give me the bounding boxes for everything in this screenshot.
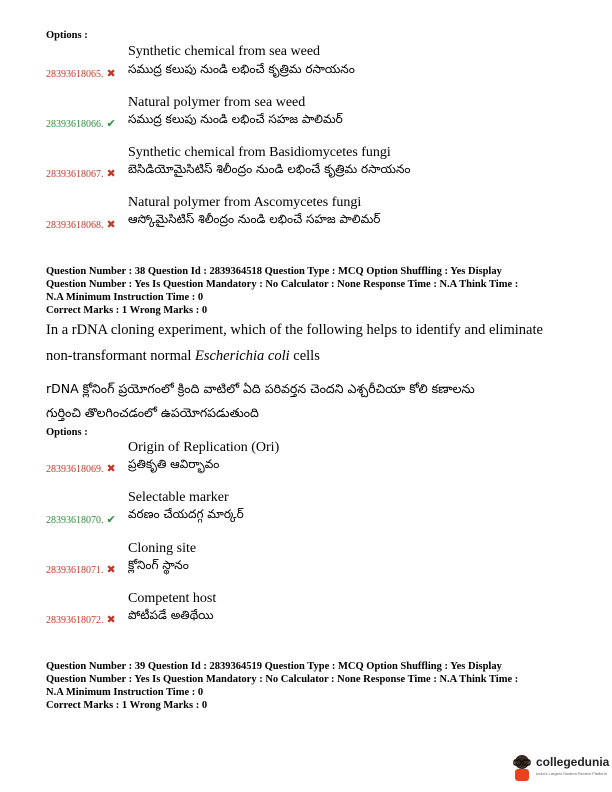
options-label: Options :	[46, 427, 88, 438]
option-text-en: Synthetic chemical from sea weed	[128, 44, 321, 59]
cross-icon: ✖	[106, 564, 116, 576]
options-label: Options :	[46, 30, 88, 41]
question-text-en-line-2: non-transformant normal Escherichia coli cells	[46, 348, 320, 364]
italic-species-name: Escherichia coli	[195, 348, 290, 364]
option-id: 28393618065. ✖	[46, 68, 116, 80]
option-text-en: Natural polymer from Ascomycetes fungi	[128, 195, 362, 210]
option-text-te: వరణం చేయదగ్గ మార్కర్	[128, 507, 244, 521]
meta-line: Question Number : Yes Is Question Mandatory : No Calculator : None Response Time : N.A Think Time :	[46, 279, 519, 290]
question-39-meta	[46, 660, 518, 712]
option-text-te: ఆస్కోమైసిటిస్ శిలీంద్రం నుండి లభించే సహజ పాలిమర్	[128, 212, 381, 226]
option-id: 28393618070. ✔	[46, 514, 116, 526]
logo-tagline: India's Largest Student Review Platform	[536, 771, 608, 776]
mascot-icon	[510, 752, 534, 782]
option-text-te: ప్రతికృతి ఆవిర్భావం	[128, 457, 220, 471]
option-text-en: Synthetic chemical from Basidiomycetes fungi	[128, 145, 391, 160]
option-id: 28393618072. ✖	[46, 614, 116, 626]
option-id: 28393618067. ✖	[46, 168, 116, 180]
option-text-te: సముద్ర కలుపు నుండి లభించే సహజ పాలిమర్	[128, 112, 343, 126]
option-text-en: Competent host	[128, 591, 217, 606]
meta-line: N.A Minimum Instruction Time : 0	[46, 687, 204, 698]
option-id: 28393618066. ✔	[46, 118, 116, 130]
option-text-te: సముద్ర కలుపు నుండి లభించే కృత్రిమ రసాయనం	[128, 62, 355, 76]
cross-icon: ✖	[106, 219, 116, 231]
collegedunia-logo	[510, 750, 608, 786]
meta-line: Correct Marks : 1 Wrong Marks : 0	[46, 700, 208, 711]
cross-icon: ✖	[106, 168, 116, 180]
option-id: 28393618068. ✖	[46, 219, 116, 231]
meta-line: Correct Marks : 1 Wrong Marks : 0	[46, 305, 208, 316]
option-text-en: Cloning site	[128, 541, 197, 556]
cross-icon: ✖	[106, 614, 116, 626]
check-icon: ✔	[106, 514, 116, 526]
option-text-te: బెసిడియోమైసిటిస్ శిలీంద్రం నుండి లభించే కృత్రిమ రసాయనం	[128, 162, 411, 176]
meta-line: Question Number : 39 Question Id : 2839364519 Question Type : MCQ Option Shuffling : Yes Display	[46, 661, 502, 672]
question-text-te-line-2: గుర్తించి తొలగించడంలో ఉపయోగపడుతుంది	[46, 405, 259, 420]
question-text-en-line-1: In a rDNA cloning experiment, which of the following helps to identify and eliminate	[46, 322, 543, 338]
logo-brand-text: collegedunia	[536, 755, 610, 769]
option-text-en: Selectable marker	[128, 490, 229, 505]
option-id: 28393618071. ✖	[46, 564, 116, 576]
check-icon: ✔	[106, 118, 116, 130]
cross-icon: ✖	[106, 463, 116, 475]
meta-line: Question Number : Yes Is Question Mandatory : No Calculator : None Response Time : N.A Think Time :	[46, 674, 519, 685]
option-text-te: క్లోనింగ్ స్థానం	[128, 558, 189, 572]
question-38-meta	[46, 265, 518, 317]
option-text-en: Natural polymer from sea weed	[128, 95, 306, 110]
cross-icon: ✖	[106, 68, 116, 80]
meta-line: Question Number : 38 Question Id : 2839364518 Question Type : MCQ Option Shuffling : Yes Display	[46, 266, 502, 277]
question-text-te-line-1: rDNA క్లోనింగ్ ప్రయోగంలో క్రింది వాటిలో ఏది పరివర్తన చెందని ఎశ్చరీచియా కోలి కణాలను	[46, 381, 475, 396]
option-text-en: Origin of Replication (Ori)	[128, 440, 280, 455]
option-id: 28393618069. ✖	[46, 463, 116, 475]
meta-line: N.A Minimum Instruction Time : 0	[46, 292, 204, 303]
option-text-te: పోటీపడే అతిథేయి	[128, 608, 214, 622]
